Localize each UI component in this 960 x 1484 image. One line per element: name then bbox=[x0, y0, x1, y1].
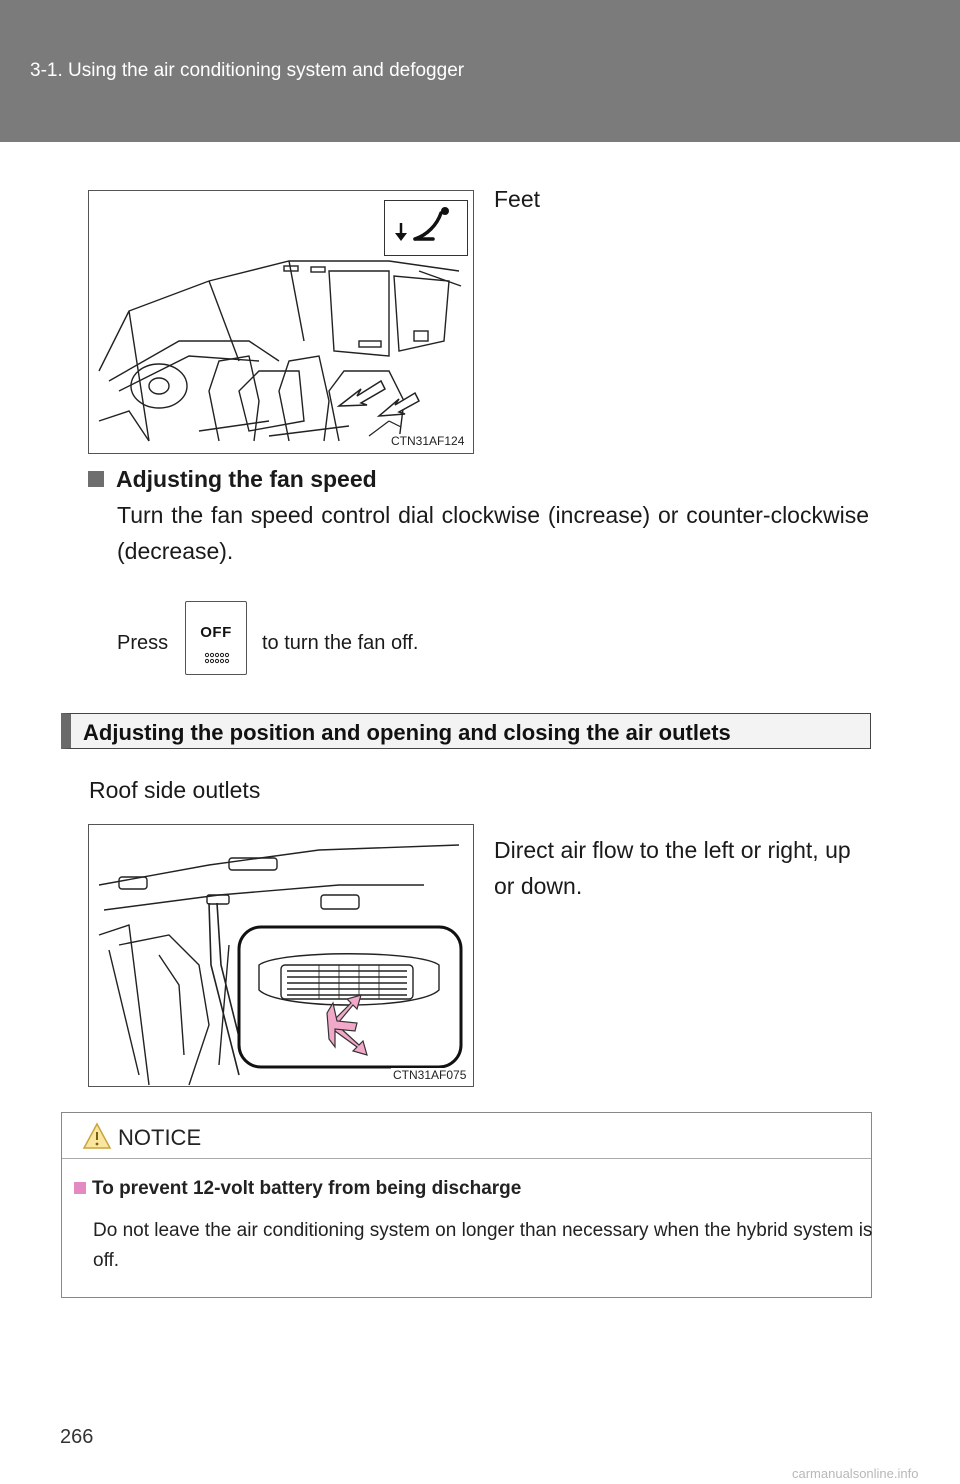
section-title: 3-1. Using the air conditioning system and defogger bbox=[30, 60, 465, 81]
roof-side-outlets-label: Roof side outlets bbox=[89, 777, 261, 803]
figure-code-1: CTN31AF124 bbox=[391, 434, 465, 448]
fan-speed-heading: Adjusting the fan speed bbox=[88, 461, 377, 497]
off-button-label: OFF bbox=[200, 624, 232, 641]
notice-divider bbox=[62, 1158, 871, 1159]
fan-speed-text: Turn the fan speed control dial clockwise (increase) or counter-clockwise (decrease). bbox=[117, 502, 869, 564]
section-bullet-icon bbox=[88, 471, 104, 487]
feet-airflow-icon bbox=[384, 200, 468, 256]
roof-outlet-figure bbox=[88, 824, 474, 1087]
page-header bbox=[0, 0, 960, 142]
notice-bullet-icon bbox=[74, 1182, 86, 1194]
notice-subheading: To prevent 12-volt battery from being discharge bbox=[74, 1178, 521, 1200]
notice-box bbox=[61, 1112, 872, 1298]
outlets-description: Direct air flow to the left or right, up or down. bbox=[494, 837, 851, 899]
car-interior-figure bbox=[88, 190, 474, 454]
figure-code-2: CTN31AF075 bbox=[393, 1068, 467, 1082]
warning-triangle-icon bbox=[82, 1122, 112, 1150]
notice-text: Do not leave the air conditioning system on longer than necessary when the hybrid system is off. bbox=[93, 1220, 873, 1271]
press-prefix: Press bbox=[117, 632, 169, 654]
feet-label: Feet bbox=[494, 186, 541, 212]
outlets-heading: Adjusting the position and opening and closing the air outlets bbox=[83, 720, 731, 745]
page-number: 266 bbox=[60, 1426, 94, 1448]
press-suffix: to turn the fan off. bbox=[262, 632, 419, 654]
notice-title: NOTICE bbox=[118, 1125, 202, 1150]
watermark: carmanualsonline.info bbox=[792, 1466, 919, 1481]
outlets-heading-bar bbox=[61, 713, 871, 749]
roof-outlet-illustration bbox=[89, 825, 473, 1086]
off-button-icon bbox=[185, 601, 247, 675]
